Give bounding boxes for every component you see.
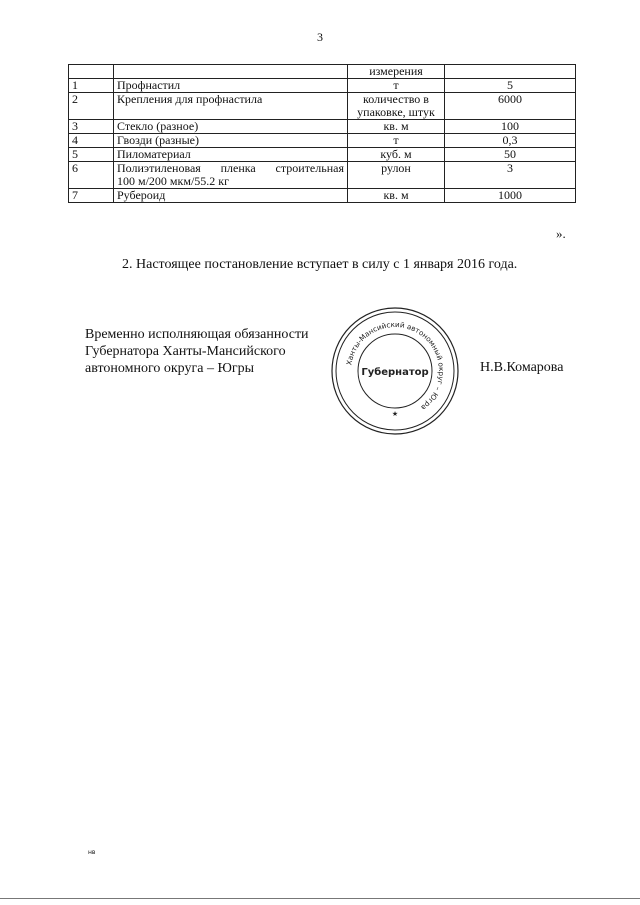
item-name-line: 100 м/200 мкм/55.2 кг xyxy=(117,174,230,188)
row-number: 1 xyxy=(69,79,114,93)
item-qty: 0,3 xyxy=(445,134,576,148)
table-row xyxy=(69,134,576,148)
item-name: Крепления для профнастила xyxy=(114,93,348,120)
table-row xyxy=(69,79,576,93)
item-name: Профнастил xyxy=(114,79,348,93)
item-unit: т xyxy=(348,79,445,93)
table-row xyxy=(69,162,576,189)
table-row xyxy=(69,148,576,162)
item-qty: 1000 xyxy=(445,189,576,203)
item-unit: кв. м xyxy=(348,120,445,134)
table-row xyxy=(69,65,576,79)
item-qty: 50 xyxy=(445,148,576,162)
signatory-name: Н.В.Комарова xyxy=(480,360,564,375)
table-row xyxy=(69,93,576,120)
governor-seal xyxy=(330,306,460,436)
paragraph-effective-date: 2. Настоящее постановление вступает в силу с 1 января 2016 года. xyxy=(122,257,518,272)
row-number: 2 xyxy=(69,93,114,120)
signatory-title xyxy=(85,326,309,377)
signatory-title-line: Губернатора Ханты-Мансийского xyxy=(85,344,286,359)
row-number: 5 xyxy=(69,148,114,162)
page-number: 3 xyxy=(317,30,323,44)
signatory-title-line: автономного округа – Югры xyxy=(85,361,254,376)
seal-star-icon: ★ xyxy=(391,410,399,418)
row-number: 3 xyxy=(69,120,114,134)
item-unit: рулон xyxy=(348,162,445,189)
table-row xyxy=(69,120,576,134)
materials-table xyxy=(68,64,576,203)
document-mark: нв xyxy=(88,849,96,856)
item-qty: 100 xyxy=(445,120,576,134)
item-unit: кв. м xyxy=(348,189,445,203)
seal-center-text: Губернатор xyxy=(361,367,429,378)
row-number: 4 xyxy=(69,134,114,148)
item-name: Рубероид xyxy=(114,189,348,203)
item-unit: количество в упаковке, штук xyxy=(348,93,445,120)
closing-quote: ». xyxy=(556,226,566,241)
item-name: Пиломатериал xyxy=(114,148,348,162)
item-name xyxy=(114,162,348,189)
seal-ring-text: Ханты-Мансийский автономный округ – Югра xyxy=(344,319,447,413)
signatory-title-line: Временно исполняющая обязанности xyxy=(85,327,309,342)
item-unit: т xyxy=(348,134,445,148)
item-name: Гвозди (разные) xyxy=(114,134,348,148)
row-number: 7 xyxy=(69,189,114,203)
item-name: Стекло (разное) xyxy=(114,120,348,134)
table-row xyxy=(69,189,576,203)
item-unit: куб. м xyxy=(348,148,445,162)
row-number: 6 xyxy=(69,162,114,189)
bottom-edge-line xyxy=(0,898,640,899)
item-name-line: Полиэтиленовая пленка строительная xyxy=(117,161,344,175)
item-qty: 3 xyxy=(445,162,576,189)
item-qty: 5 xyxy=(445,79,576,93)
item-qty: 6000 xyxy=(445,93,576,120)
unit-header: измерения xyxy=(348,65,445,79)
